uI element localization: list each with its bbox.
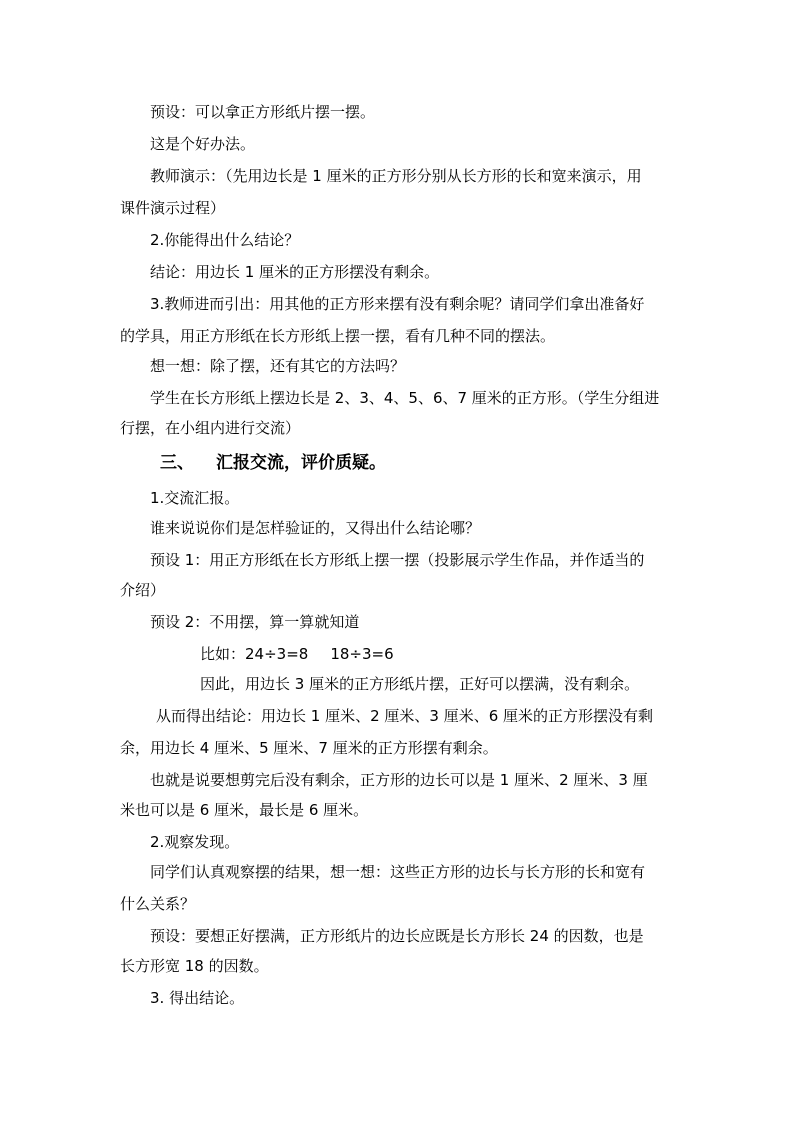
paragraph-line: 结论：用边长 1 厘米的正方形摆没有剩余。: [150, 263, 440, 281]
paragraph-line: 预设：要想正好摆满，正方形纸片的边长应既是长方形长 24 的因数，也是: [150, 927, 644, 945]
paragraph-line: 想一想：除了摆，还有其它的方法吗？: [150, 357, 406, 375]
paragraph-line: 长方形宽 18 的因数。: [120, 957, 269, 975]
formula-part: 比如：24÷3=8: [200, 645, 309, 663]
paragraph-line: 预设 2：不用摆，算一算就知道: [150, 613, 360, 631]
paragraph-line: 行摆，在小组内进行交流）: [120, 419, 301, 437]
paragraph-line: 因此，用边长 3 厘米的正方形纸片摆，正好可以摆满，没有剩余。: [200, 675, 640, 693]
paragraph-line: 1.交流汇报。: [150, 489, 240, 507]
paragraph-line: 这是个好办法。: [150, 135, 256, 153]
paragraph-line: 预设：可以拿正方形纸片摆一摆。: [150, 103, 376, 121]
paragraph-line: 同学们认真观察摆的结果，想一想：这些正方形的边长与长方形的长和宽有: [150, 863, 646, 881]
paragraph-line: 2.你能得出什么结论？: [150, 231, 300, 249]
paragraph-line: 教师演示：（先用边长是 1 厘米的正方形分别从长方形的长和宽来演示，用: [150, 167, 642, 185]
paragraph-line: 3. 得出结论。: [150, 989, 245, 1007]
paragraph-line: 2.观察发现。: [150, 833, 240, 851]
paragraph-line: 课件演示过程）: [120, 199, 226, 217]
paragraph-line: 预设 1：用正方形纸在长方形纸上摆一摆（投影展示学生作品，并作适当的: [150, 551, 645, 569]
section-heading-number: 三、: [160, 453, 194, 473]
paragraph-line: 也就是说要想剪完后没有剩余，正方形的边长可以是 1 厘米、2 厘米、3 厘: [150, 771, 648, 789]
formula-part: 18÷3=6: [330, 645, 394, 663]
paragraph-line: 学生在长方形纸上摆边长是 2、3、4、5、6、7 厘米的正方形。（学生分组进: [150, 389, 660, 407]
paragraph-line: 介绍）: [120, 581, 166, 599]
section-heading-text: 汇报交流，评价质疑。: [216, 453, 386, 473]
paragraph-line: 余，用边长 4 厘米、5 厘米、7 厘米的正方形摆有剩余。: [120, 739, 498, 757]
section-heading: [160, 452, 386, 474]
paragraph-line: 从而得出结论：用边长 1 厘米、2 厘米、3 厘米、6 厘米的正方形摆没有剩: [156, 707, 654, 725]
paragraph-line: 的学具，用正方形纸在长方形纸上摆一摆，看有几种不同的摆法。: [120, 327, 556, 345]
paragraph-line: 什么关系？: [120, 895, 196, 913]
paragraph-line: 谁来说说你们是怎样验证的，又得出什么结论哪？: [150, 519, 481, 537]
paragraph-line: 米也可以是 6 厘米，最长是 6 厘米。: [120, 801, 369, 819]
paragraph-line: 3.教师进而引出：用其他的正方形来摆有没有剩余呢？请同学们拿出准备好: [150, 295, 645, 313]
formula-line: [200, 644, 394, 664]
